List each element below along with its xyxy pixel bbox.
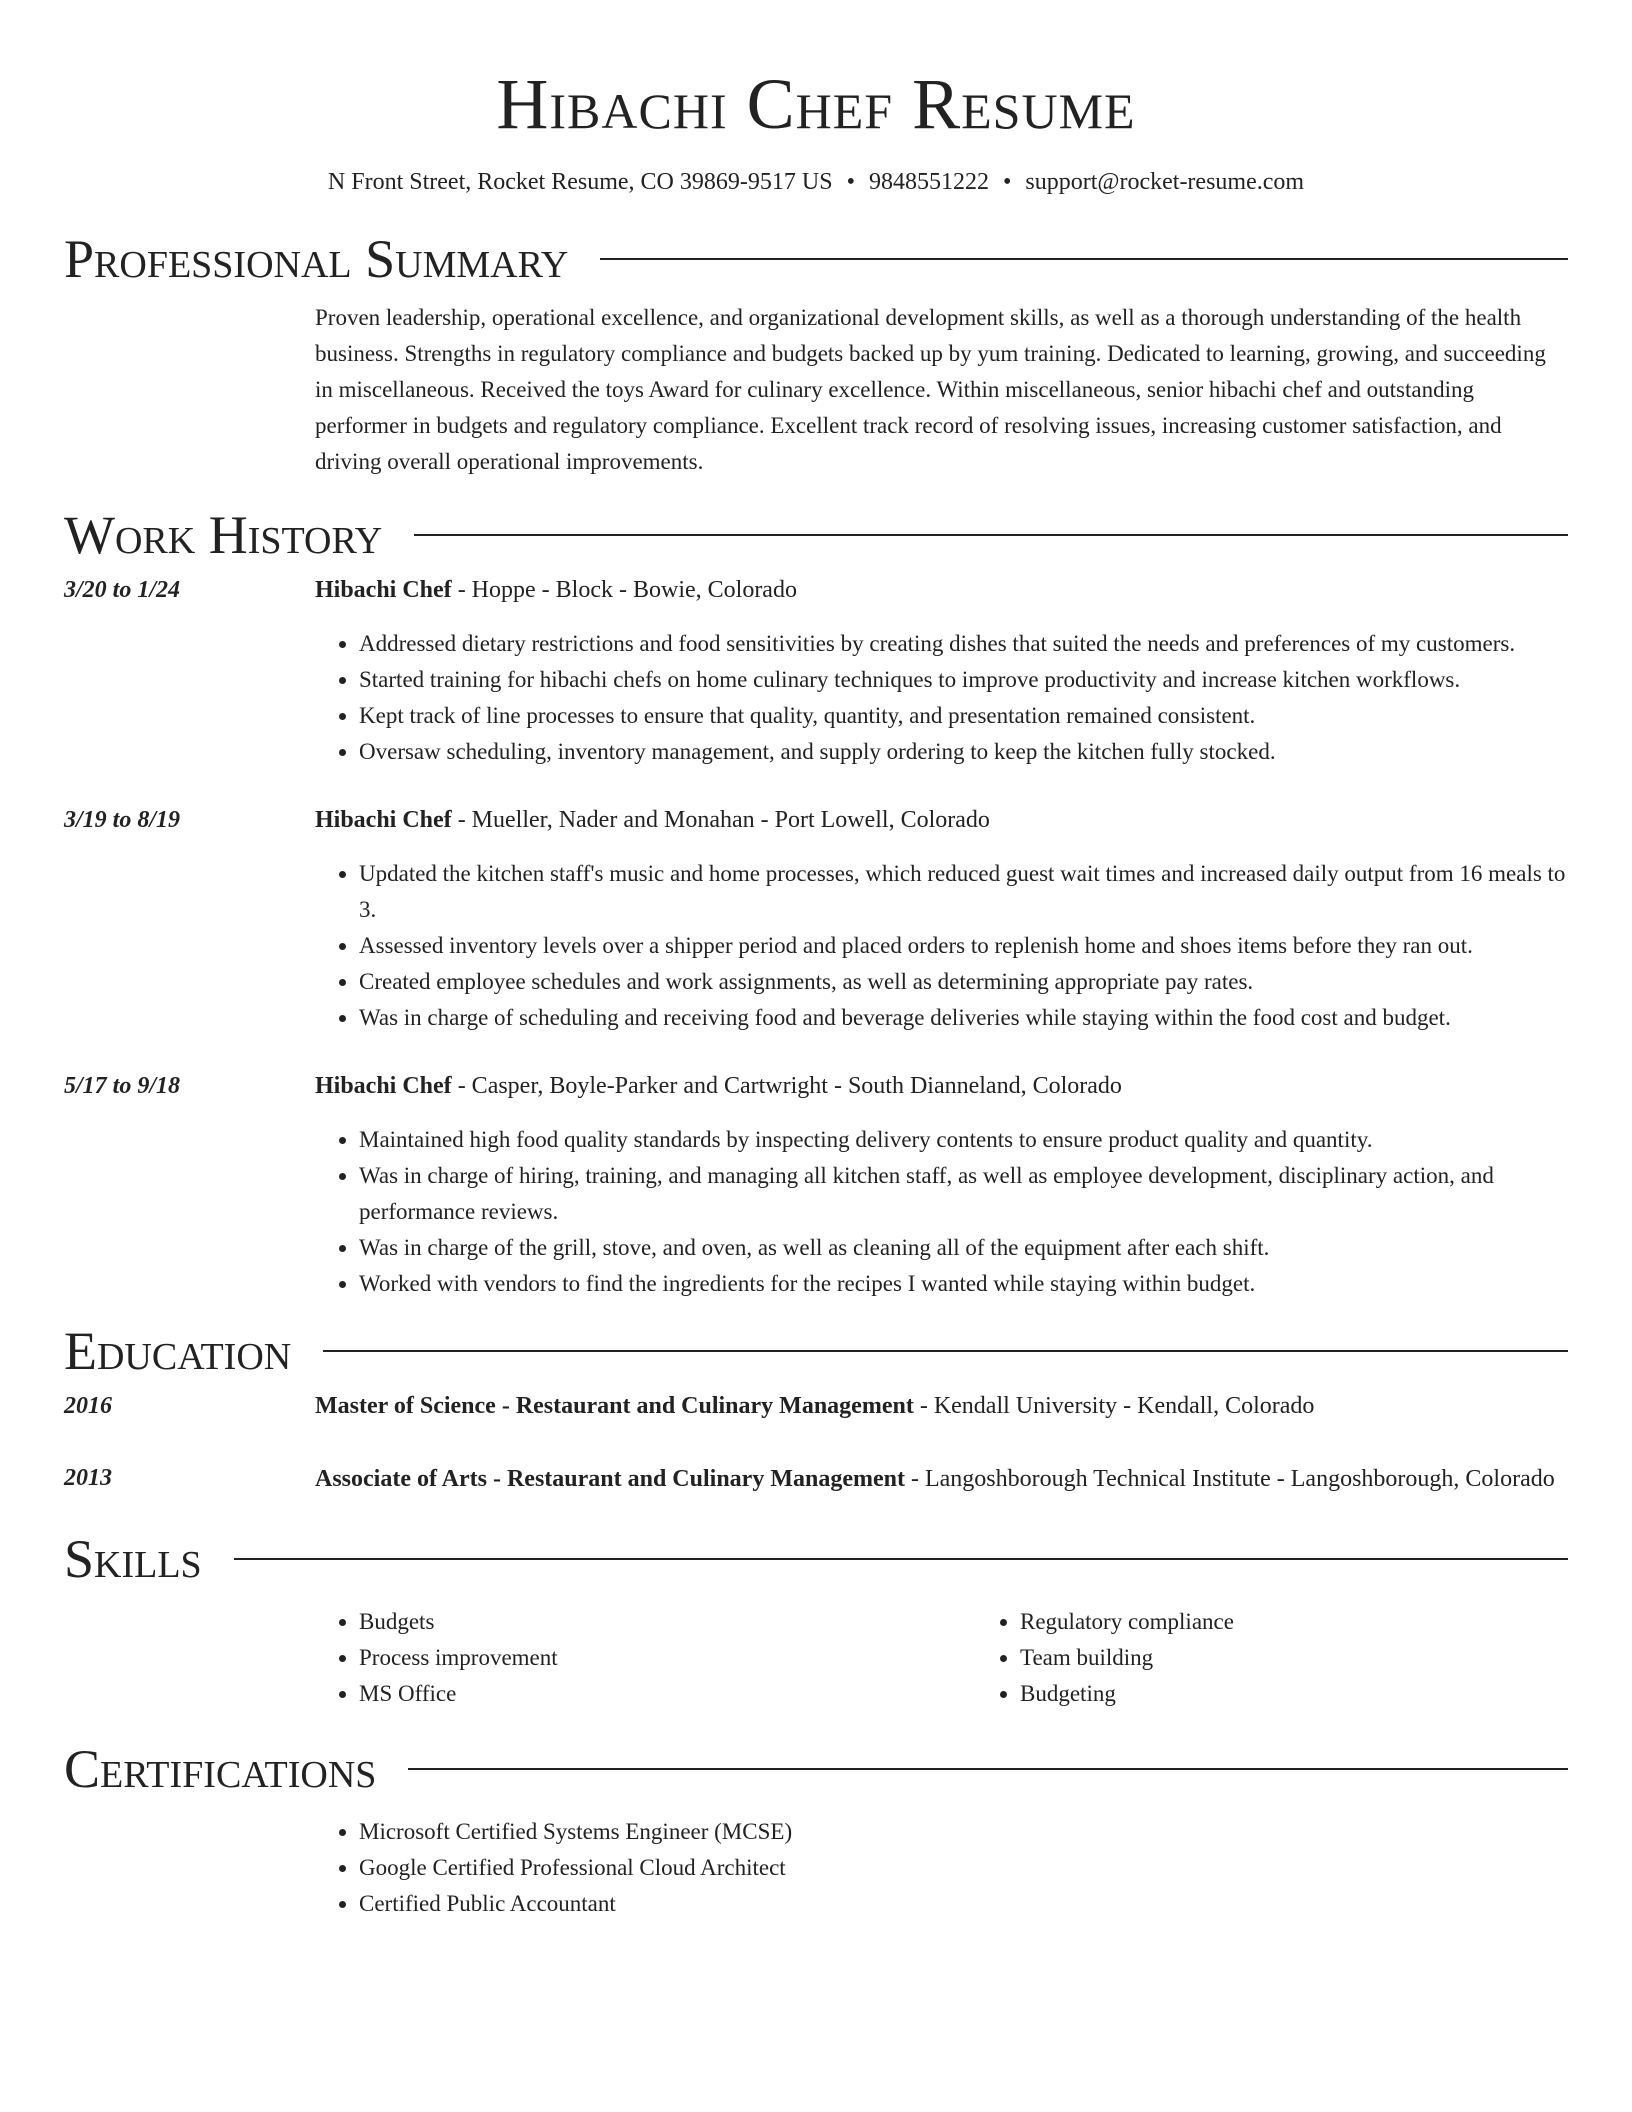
list-item: • Created employee schedules and work assignments, as well as determining appropriate pay rates. [359, 964, 1568, 1000]
list-item: • Assessed inventory levels over a shipper period and placed orders to replenish home and shoes items before they ran out. [359, 928, 1568, 964]
education-year: 2013 [64, 1465, 112, 1491]
list-item: • Addressed dietary restrictions and food sensitivities by creating dishes that suited the needs and preferences of my customers. [359, 626, 1568, 662]
job-dates: 3/19 to 8/19 [64, 807, 181, 833]
list-item: • Worked with vendors to find the ingredients for the recipes I wanted while staying within budget. [359, 1266, 1568, 1302]
section-divider [600, 258, 1568, 260]
job-entry [64, 1068, 1568, 1302]
education-details [315, 1388, 1568, 1424]
skills-spacer [64, 1604, 315, 1712]
education-entry [64, 1460, 1568, 1498]
contact-address: N Front Street, Rocket Resume, CO 39869-9517 US [327, 169, 833, 195]
list-item: • Regulatory compliance [1020, 1604, 1632, 1640]
skills-list-right [976, 1604, 1632, 1712]
education-degree: Master of Science - Restaurant and Culinary Management [315, 1393, 914, 1419]
section-title-work: Work History [64, 505, 383, 565]
certifications-list-wrap [315, 1814, 1568, 1922]
certifications-section [64, 1736, 1568, 1922]
job-bullets [315, 1122, 1568, 1302]
education-section [64, 1318, 1568, 1498]
education-entry [64, 1388, 1568, 1424]
job-details [315, 802, 1568, 1036]
section-divider [414, 534, 1568, 536]
section-title-certifications: Certifications [64, 1739, 377, 1799]
list-item: • Kept track of line processes to ensure that quality, quantity, and presentation remained consistent. [359, 698, 1568, 734]
contact-line [64, 166, 1568, 198]
job-role: Hibachi Chef [315, 807, 452, 833]
job-dates: 5/17 to 9/18 [64, 1073, 181, 1099]
section-header [64, 226, 1568, 292]
job-bullets [315, 856, 1568, 1036]
education-school: - Kendall University - Kendall, Colorado [913, 1393, 1315, 1419]
job-role: Hibachi Chef [315, 577, 452, 603]
certifications-spacer [64, 1814, 315, 1922]
skills-grid [315, 1604, 1632, 1712]
section-divider [234, 1558, 1568, 1560]
list-item: • Budgeting [1020, 1676, 1632, 1712]
job-details [315, 572, 1568, 770]
list-item: • Maintained high food quality standards by inspecting delivery contents to ensure product quality and quantity. [359, 1122, 1568, 1158]
resume-title: Hibachi Chef Resume [496, 64, 1136, 144]
job-entry [64, 802, 1568, 1036]
skills-list-left [315, 1604, 976, 1712]
summary-text: Proven leadership, operational excellence, and organizational development skills, as well as a thorough understanding of the health business. Strengths in regulatory compliance and budgets backed up by yum training. Dedicated to learning, growing, and succeeding in miscellaneous. Received the toys Award for culinary excellence. Within miscellaneous, senior hibachi chef and outstanding performer in budgets and regulatory compliance. Excellent track record of resolving issues, increasing customer satisfaction, and driving overall operational improvements. [315, 305, 1546, 474]
education-school: - Langoshborough Technical Institute - Langoshborough, Colorado [904, 1466, 1555, 1492]
section-header [64, 1318, 1568, 1384]
section-divider [323, 1350, 1568, 1352]
certifications-row [64, 1814, 1568, 1922]
contact-separator: • [846, 169, 855, 195]
summary-spacer [64, 300, 315, 480]
list-item: • Google Certified Professional Cloud Architect [359, 1850, 1568, 1886]
section-header [64, 1736, 1568, 1802]
education-degree: Associate of Arts - Restaurant and Culinary Management [315, 1466, 905, 1492]
education-details [315, 1460, 1568, 1498]
section-divider [408, 1768, 1568, 1770]
section-header [64, 502, 1568, 568]
list-item: • Updated the kitchen staff's music and home processes, which reduced guest wait times and increased daily output from 16 meals to 3. [359, 856, 1568, 928]
section-title-skills: Skills [64, 1529, 202, 1589]
job-details [315, 1068, 1568, 1302]
list-item: • Process improvement [359, 1640, 976, 1676]
job-employer: - Casper, Boyle-Parker and Cartwright - South Dianneland, Colorado [451, 1073, 1122, 1099]
contact-phone: 9848551222 [868, 169, 989, 195]
list-item: • Was in charge of hiring, training, and managing all kitchen staff, as well as employee development, disciplinary action, and performance reviews. [359, 1158, 1568, 1230]
contact-email: support@rocket-resume.com [1025, 169, 1305, 195]
list-item: • Was in charge of the grill, stove, and oven, as well as cleaning all of the equipment after each shift. [359, 1230, 1568, 1266]
list-item: • Started training for hibachi chefs on home culinary techniques to improve productivity and increase kitchen workflows. [359, 662, 1568, 698]
job-role: Hibachi Chef [315, 1073, 452, 1099]
list-item: • Certified Public Accountant [359, 1886, 1568, 1922]
section-title-summary: Professional Summary [64, 229, 569, 289]
contact-separator: • [1002, 169, 1012, 195]
list-item: • Budgets [359, 1604, 976, 1640]
job-employer: - Hoppe - Block - Bowie, Colorado [451, 577, 797, 603]
summary-row [64, 300, 1568, 480]
skills-row [64, 1604, 1568, 1712]
job-heading [315, 572, 1568, 608]
summary-section [64, 226, 1568, 480]
education-year: 2016 [64, 1393, 112, 1419]
section-title-education: Education [64, 1321, 292, 1381]
list-item: • Team building [1020, 1640, 1632, 1676]
section-header [64, 1526, 1568, 1592]
skills-section [64, 1526, 1568, 1712]
list-item: • Microsoft Certified Systems Engineer (MCSE) [359, 1814, 1568, 1850]
list-item: • Was in charge of scheduling and receiving food and beverage deliveries while staying within the food cost and budget. [359, 1000, 1568, 1036]
certifications-list [315, 1814, 1568, 1922]
job-bullets [315, 626, 1568, 770]
list-item: • MS Office [359, 1676, 976, 1712]
job-entry [64, 572, 1568, 770]
work-history-section [64, 502, 1568, 1302]
job-dates: 3/20 to 1/24 [64, 577, 181, 603]
job-heading [315, 802, 1568, 838]
list-item: • Oversaw scheduling, inventory management, and supply ordering to keep the kitchen fully stocked. [359, 734, 1568, 770]
job-heading [315, 1068, 1568, 1104]
job-employer: - Mueller, Nader and Monahan - Port Lowell, Colorado [451, 807, 990, 833]
